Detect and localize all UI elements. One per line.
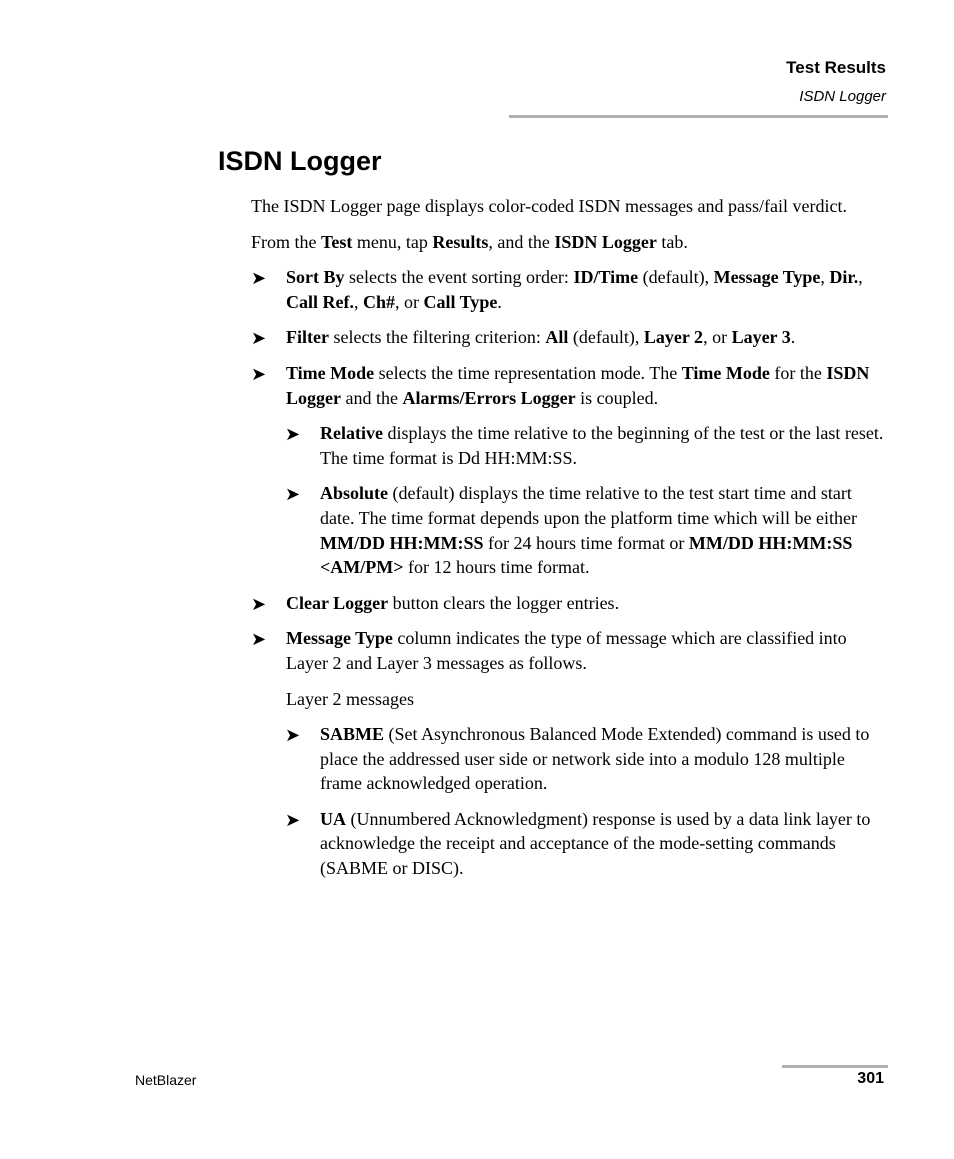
item-text: button clears the logger entries. — [388, 592, 620, 613]
time-format-12h: MM/DD HH:MM:SS <AM/PM> — [320, 532, 853, 578]
item-text: for 24 hours time format or — [483, 532, 689, 553]
ua-label: UA — [320, 808, 346, 829]
bullet-arrow-icon: ➤ — [251, 328, 267, 349]
list-item-absolute — [285, 481, 886, 579]
item-text: , — [820, 267, 830, 288]
item-text: , — [858, 267, 863, 288]
option-layer-3: Layer 3 — [731, 327, 791, 348]
item-text: displays the time relative to the beginning of the test or the last reset. The time format is Dd HH:MM:SS. — [320, 423, 884, 468]
bullet-arrow-icon: ➤ — [285, 725, 301, 746]
item-text: (Unnumbered Acknowledgment) response is used by a data link layer to acknowledge the receipt and acceptance of the mode-setting commands (SABME or DISC). — [320, 808, 871, 879]
option-message-type: Message Type — [713, 267, 821, 288]
option-layer-2: Layer 2 — [643, 327, 704, 348]
item-text: . — [497, 291, 502, 312]
nav-text: menu, tap — [352, 231, 433, 252]
bullet-arrow-icon: ➤ — [251, 363, 267, 384]
list-item-message-type — [251, 626, 886, 675]
option-dir: Dir. — [829, 267, 859, 288]
nav-text: From the — [251, 231, 321, 252]
bullet-arrow-icon: ➤ — [285, 424, 301, 445]
item-text: for the — [769, 362, 827, 383]
nav-text: tab. — [656, 231, 688, 252]
bullet-arrow-icon: ➤ — [285, 484, 301, 505]
header-title: Test Results — [786, 58, 886, 77]
bullet-arrow-icon: ➤ — [251, 593, 267, 614]
filter-label: Filter — [286, 327, 329, 348]
item-text: selects the time representation mode. The — [374, 362, 682, 383]
list-item-sort-by — [251, 265, 886, 314]
item-text: column indicates the type of message which are classified into Layer 2 and Layer 3 messages as follows. — [286, 628, 847, 673]
bullet-arrow-icon: ➤ — [251, 629, 267, 650]
nav-test-menu: Test — [321, 231, 353, 252]
intro-paragraph: The ISDN Logger page displays color-coded ISDN messages and pass/fail verdict. — [251, 196, 847, 216]
footer-product: NetBlazer — [135, 1072, 197, 1088]
option-id-time: ID/Time — [573, 267, 639, 288]
item-text: is coupled. — [575, 387, 659, 408]
navigation-paragraph — [251, 230, 886, 255]
page-content — [251, 194, 886, 892]
time-mode-ref: Time Mode — [681, 362, 770, 383]
message-type-label: Message Type — [286, 628, 393, 649]
item-text: (Set Asynchronous Balanced Mode Extended) command is used to place the addressed user side or network side into a modulo 128 multiple frame acknowledged operation. — [320, 724, 870, 794]
item-text: , — [353, 291, 363, 312]
absolute-label: Absolute — [320, 483, 389, 504]
list-item-relative — [285, 421, 886, 470]
alarms-errors-logger-ref: Alarms/Errors Logger — [402, 387, 576, 408]
nav-isdn-logger-tab: ISDN Logger — [554, 231, 657, 252]
option-call-type: Call Type — [423, 291, 498, 312]
item-text: (default), — [568, 327, 644, 348]
nav-text: , and the — [488, 231, 555, 252]
item-text: , or — [703, 327, 732, 348]
time-mode-label: Time Mode — [286, 362, 375, 383]
list-item-ua — [285, 807, 886, 881]
list-item-clear-logger — [251, 591, 886, 616]
time-format-24h: MM/DD HH:MM:SS — [320, 532, 484, 553]
bullet-arrow-icon: ➤ — [285, 809, 301, 830]
item-text: . — [790, 327, 796, 348]
option-all: All — [545, 327, 569, 348]
item-text: , or — [395, 291, 424, 312]
sabme-label: SABME — [320, 724, 385, 745]
page-number: 301 — [857, 1070, 884, 1087]
sort-by-label: Sort By — [286, 267, 345, 288]
bullet-arrow-icon: ➤ — [251, 268, 267, 289]
footer-rule — [782, 1065, 888, 1068]
header-rule — [509, 115, 888, 118]
item-text: (default) displays the time relative to the test start time and start date. The time format depends upon the platform time which will be either — [320, 483, 858, 528]
isdn-logger-ref: ISDN Logger — [286, 362, 870, 408]
item-text: (default), — [638, 267, 714, 288]
relative-label: Relative — [320, 423, 383, 444]
list-item-filter — [251, 325, 886, 350]
nav-results: Results — [432, 231, 489, 252]
item-text: and the — [340, 387, 403, 408]
section-title: ISDN Logger — [218, 146, 382, 176]
item-text: for 12 hours time format. — [403, 557, 590, 578]
item-text: selects the event sorting order: — [344, 267, 574, 288]
list-item-sabme — [285, 722, 886, 796]
item-text: selects the filtering criterion: — [328, 327, 546, 348]
option-call-ref: Call Ref. — [286, 291, 354, 312]
list-item-time-mode — [251, 361, 886, 410]
header-subtitle: ISDN Logger — [799, 88, 886, 105]
clear-logger-label: Clear Logger — [286, 592, 389, 613]
option-channel: Ch# — [362, 291, 395, 312]
layer2-heading: Layer 2 messages — [286, 688, 414, 709]
